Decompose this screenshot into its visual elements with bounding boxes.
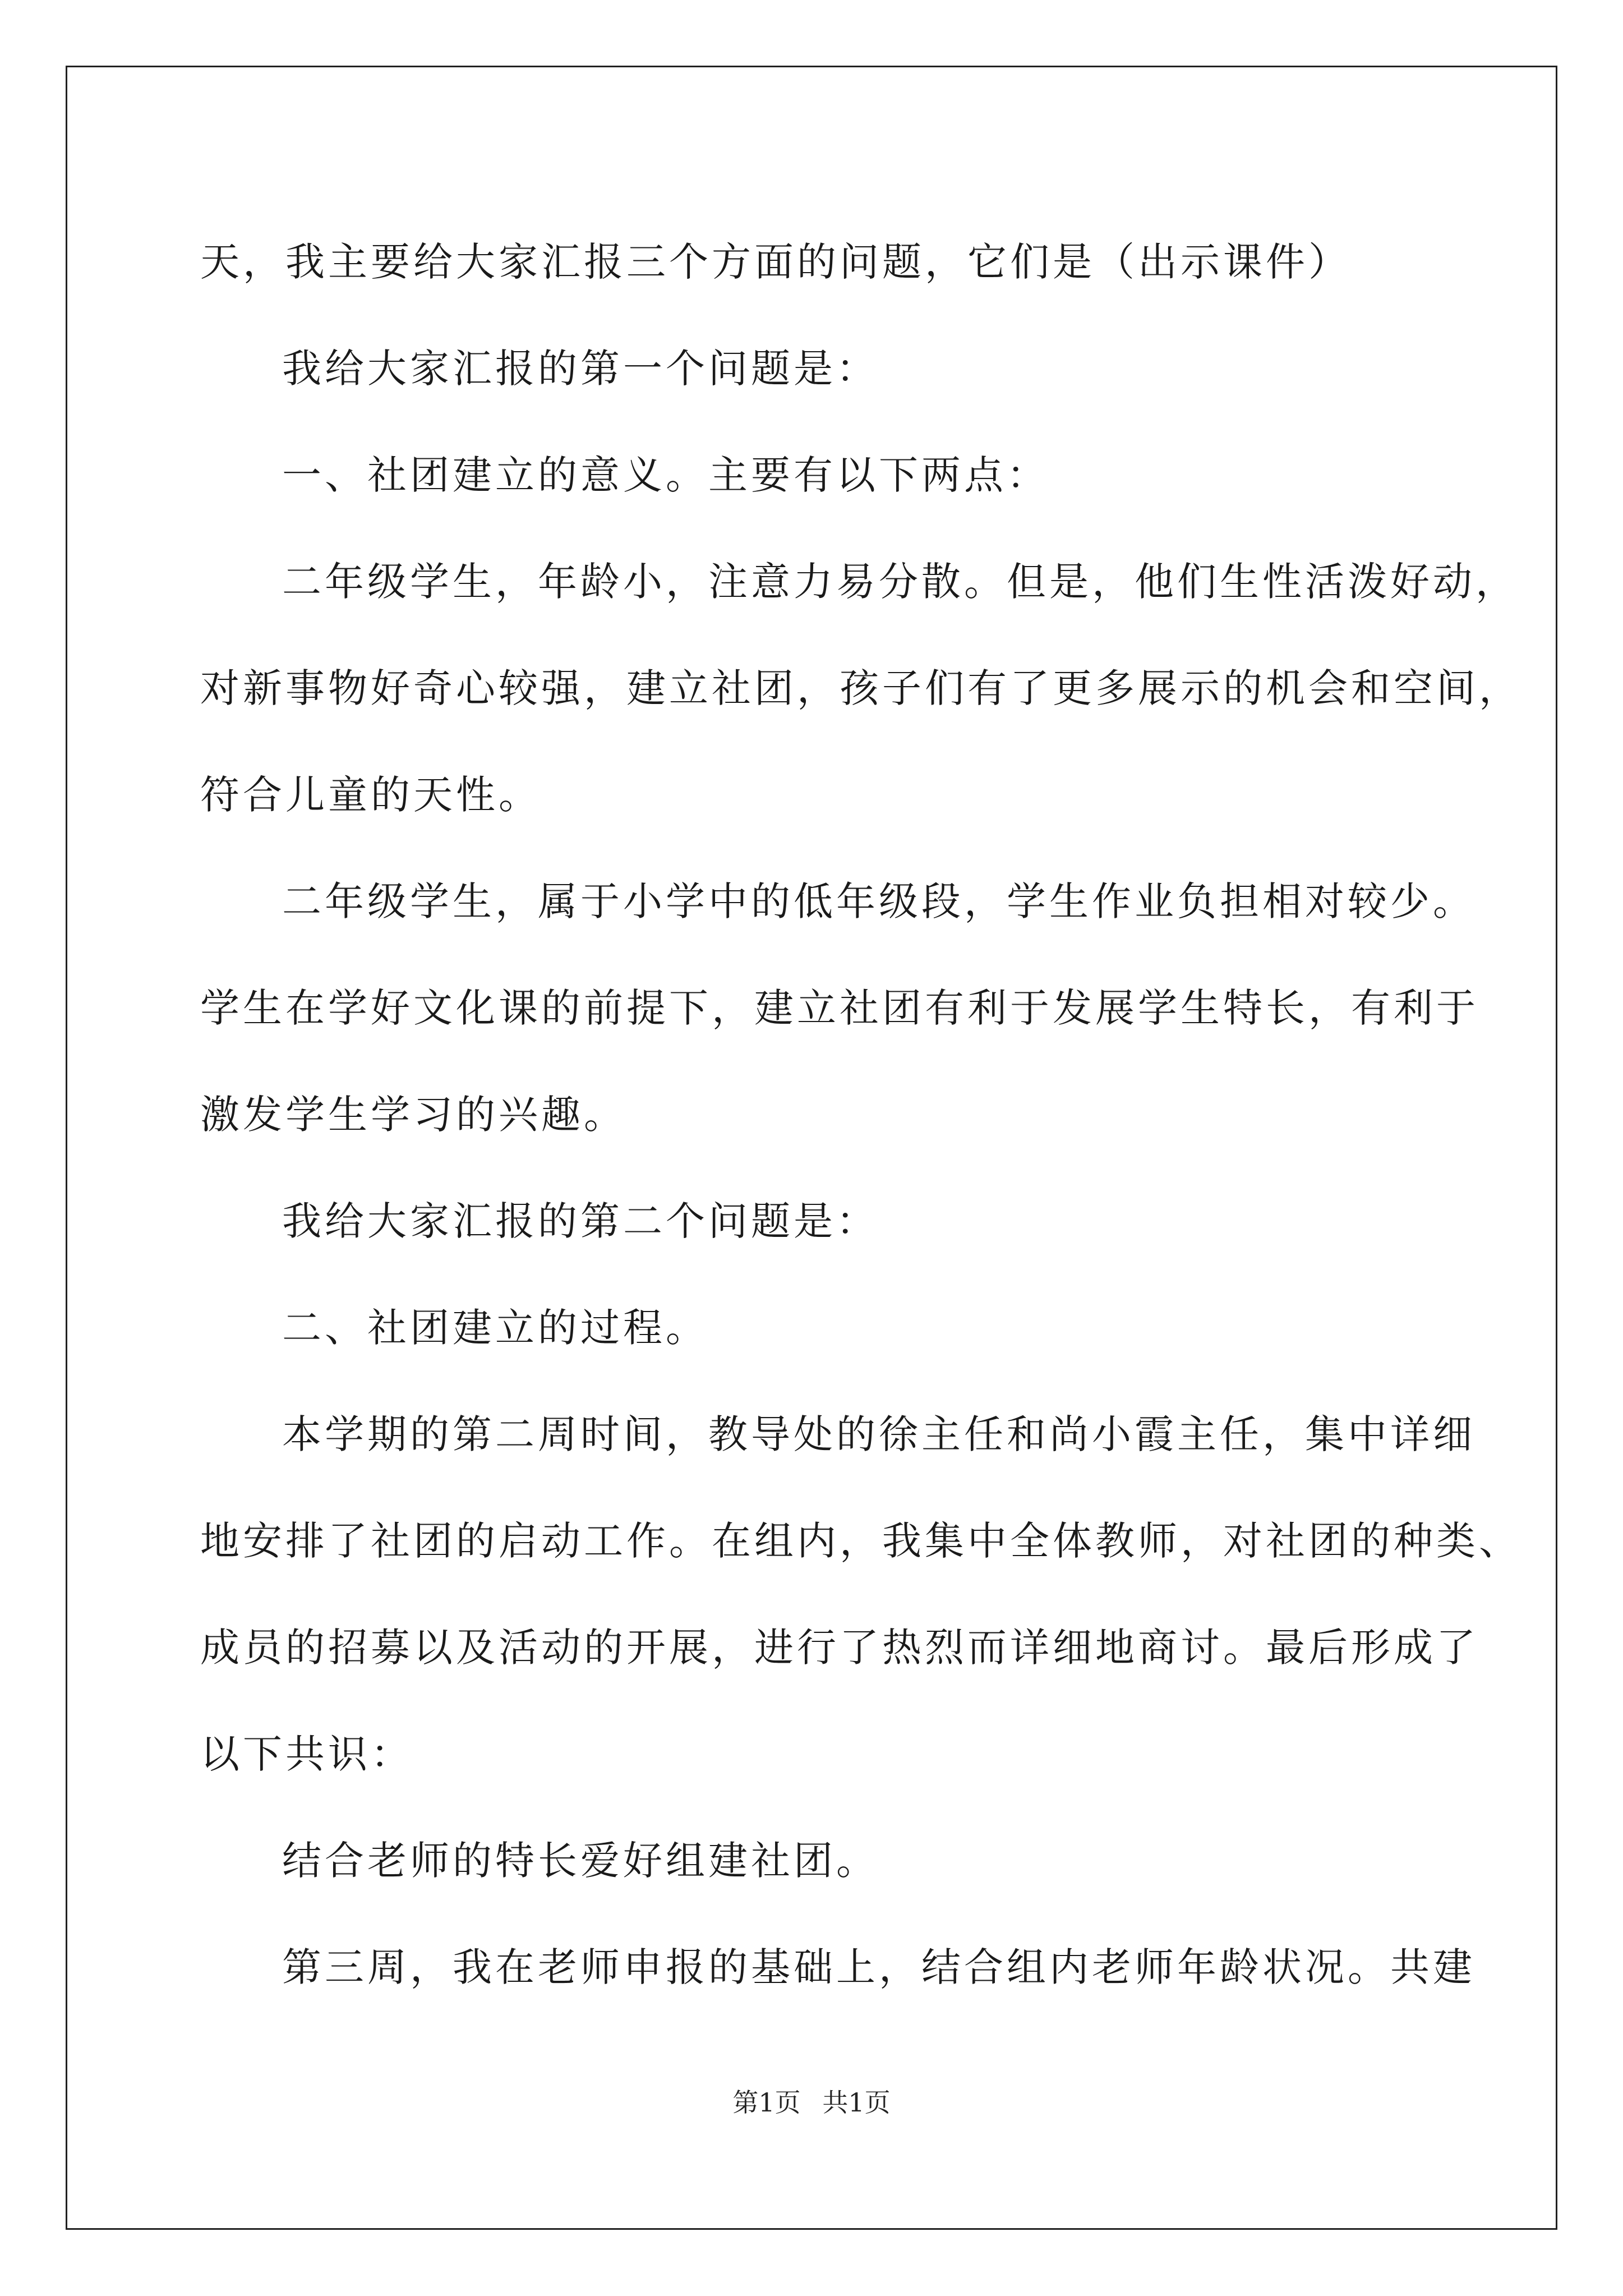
text-line-4: 二年级学生，年龄小，注意力易分散。但是，他们生性活泼好动， (282, 559, 1518, 605)
text-line-10: 我给大家汇报的第二个问题是： (282, 1198, 879, 1244)
document-body (200, 209, 1521, 2021)
text-line-9: 激发学生学习的兴趣。 (200, 1092, 626, 1138)
text-line-1: 天，我主要给大家汇报三个方面的问题，它们是（出示课件） (200, 239, 1351, 285)
text-line-7: 二年级学生，属于小学中的低年级段，学生作业负担相对较少。 (282, 878, 1476, 924)
text-line-3: 一、社团建立的意义。主要有以下两点： (282, 452, 1049, 498)
text-line-5: 对新事物好奇心较强，建立社团，孩子们有了更多展示的机会和空间， (200, 665, 1521, 711)
text-line-11: 二、社团建立的过程。 (282, 1305, 708, 1351)
text-line-8: 学生在学好文化课的前提下，建立社团有利于发展学生特长，有利于 (200, 985, 1479, 1031)
text-line-12: 本学期的第二周时间，教导处的徐主任和尚小霞主任，集中详细 (282, 1411, 1476, 1457)
text-line-14: 成员的招募以及活动的开展，进行了热烈而详细地商讨。最后形成了 (200, 1625, 1479, 1671)
page-number-current: 第1页 (732, 2087, 801, 2118)
page-number-total: 共1页 (822, 2087, 891, 2118)
text-line-2: 我给大家汇报的第一个问题是： (282, 346, 879, 392)
text-line-6: 符合儿童的天性。 (200, 772, 541, 818)
text-line-17: 第三周，我在老师申报的基础上，结合组内老师年龄状况。共建 (282, 1944, 1476, 1990)
text-line-16: 结合老师的特长爱好组建社团。 (282, 1838, 879, 1884)
text-line-13: 地安排了社团的启动工作。在组内，我集中全体教师，对社团的种类、 (200, 1518, 1521, 1564)
page-footer (0, 2086, 1623, 2119)
text-line-15: 以下共识： (200, 1731, 413, 1777)
